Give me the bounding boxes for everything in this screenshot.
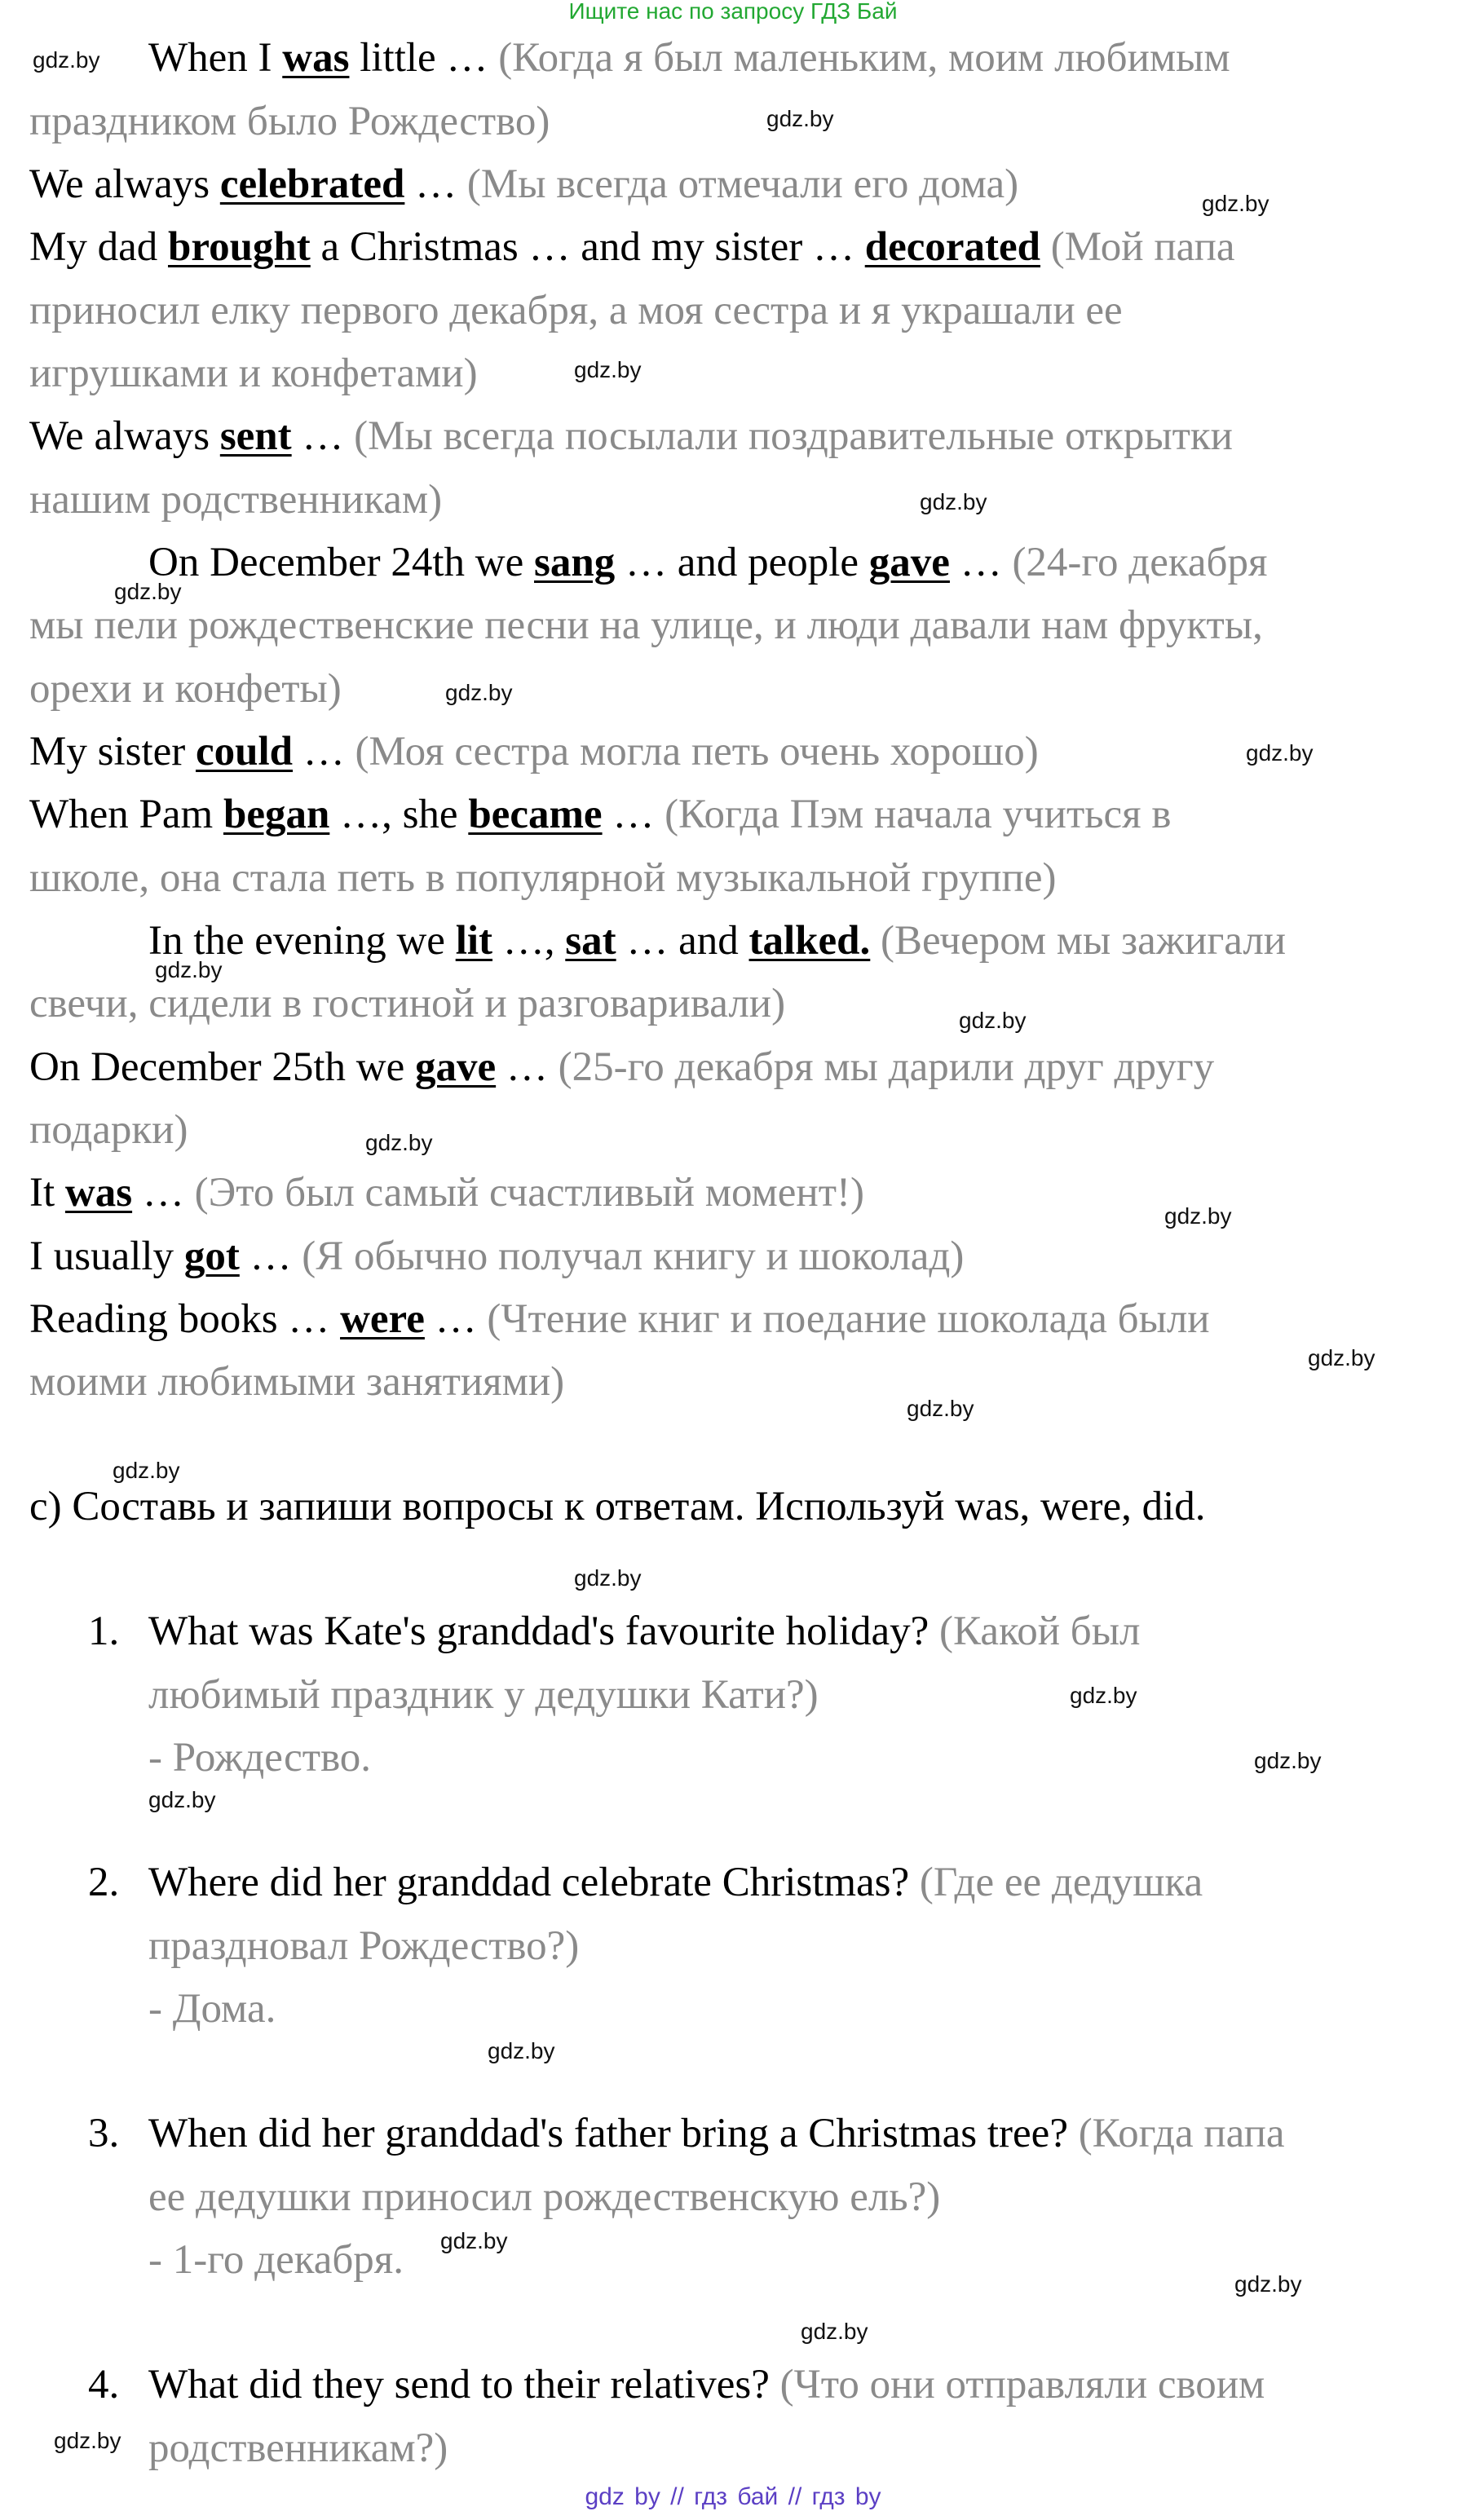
- watermark: gdz.by: [959, 1008, 1027, 1033]
- text-en: … and: [616, 918, 749, 964]
- translation: мы пели рождественские песни на улице, и люди давали нам фрукты,: [29, 602, 1263, 648]
- text-en: …: [293, 729, 355, 775]
- translation: ее дедушки приносил рождественскую ель?): [148, 2174, 941, 2220]
- translation: игрушками и конфетами): [29, 351, 478, 396]
- text-en: I usually: [29, 1234, 184, 1279]
- translation: праздником было Рождество): [29, 99, 550, 144]
- answer: - Дома.: [148, 1986, 276, 2032]
- watermark: gdz.by: [148, 1787, 216, 1812]
- question-en: What was Kate's granddad's favourite holiday?: [148, 1609, 940, 1654]
- text-line: [29, 1357, 564, 1407]
- text-en: little …: [349, 35, 499, 81]
- watermark: gdz.by: [920, 489, 987, 514]
- question-line: [148, 1606, 1140, 1657]
- translation: (Где ее дедушка: [919, 1860, 1203, 1905]
- text-line: [29, 789, 1171, 840]
- keyword: could: [196, 729, 294, 775]
- question-line: [148, 1670, 819, 1720]
- text-en: …: [949, 540, 1013, 585]
- text-line: [29, 411, 1233, 461]
- watermark: gdz.by: [365, 1130, 433, 1155]
- text-en: When Pam: [29, 792, 223, 837]
- text-en: …: [424, 1296, 488, 1342]
- watermark: gdz.by: [54, 2428, 121, 2453]
- text-line: [29, 1105, 188, 1155]
- text-line: [29, 96, 550, 147]
- text-line: [29, 474, 442, 525]
- text-line: [29, 1042, 1214, 1092]
- watermark: gdz.by: [574, 1565, 642, 1591]
- watermark: gdz.by: [766, 106, 834, 131]
- keyword: sat: [565, 918, 616, 964]
- translation: (Когда я был маленьким, моим любимым: [498, 35, 1230, 81]
- watermark: gdz.by: [155, 957, 223, 982]
- answer-line: [148, 2235, 404, 2285]
- translation: (Это был самый счастливый момент!): [194, 1170, 864, 1216]
- question-line: [148, 1921, 579, 1971]
- top-search-banner: Ищите нас по запросу ГДЗ Бай: [568, 0, 898, 24]
- text-line: [29, 600, 1263, 651]
- text-line: [29, 978, 785, 1029]
- translation: (Когда Пэм начала учиться в: [665, 792, 1172, 837]
- section-heading: c) Составь и запиши вопросы к ответам. Используй was, were, did.: [29, 1484, 1206, 1529]
- text-en: It: [29, 1170, 65, 1216]
- translation: (Моя сестра могла петь очень хорошо): [355, 729, 1039, 775]
- watermark: gdz.by: [1308, 1345, 1375, 1370]
- text-line: [29, 853, 1056, 903]
- question-line: [148, 2108, 1285, 2159]
- text-line: [148, 33, 1230, 83]
- text-en: …,: [492, 918, 566, 964]
- watermark: gdz.by: [113, 1458, 180, 1483]
- text-en: …: [239, 1234, 302, 1279]
- keyword: was: [64, 1170, 133, 1216]
- keyword: got: [183, 1234, 240, 1279]
- translation: (Вечером мы зажигали: [870, 918, 1287, 964]
- translation: свечи, сидели в гостиной и разговаривали): [29, 981, 786, 1026]
- text-line: [29, 726, 1039, 777]
- translation: (Чтение книг и поедание шоколада были: [487, 1296, 1210, 1342]
- text-line: [29, 285, 1123, 336]
- translation: приносил елку первого декабря, а моя сестра и я украшали ее: [29, 288, 1123, 333]
- answer: - Рождество.: [148, 1735, 372, 1781]
- watermark: gdz.by: [440, 2228, 508, 2253]
- text-en: My dad: [29, 224, 168, 270]
- watermark: gdz.by: [907, 1396, 974, 1421]
- watermark: gdz.by: [1070, 1683, 1137, 1708]
- text-line: [29, 222, 1235, 272]
- keyword: talked.: [748, 918, 871, 964]
- question-number: 3.: [88, 2111, 120, 2156]
- text-en: We always: [29, 161, 220, 207]
- watermark: gdz.by: [114, 579, 182, 604]
- watermark: gdz.by: [488, 2038, 555, 2063]
- text-line: [148, 537, 1267, 588]
- text-line: [29, 1231, 964, 1282]
- text-en: …: [602, 792, 665, 837]
- translation: (Я обычно получал книгу и шоколад): [302, 1234, 965, 1279]
- keyword: brought: [167, 224, 311, 270]
- bottom-footer-banner: gdz by // гдз бай // гдз by: [585, 2483, 881, 2510]
- text-en: Reading books …: [29, 1296, 341, 1342]
- watermark: gdz.by: [1164, 1203, 1232, 1229]
- translation: нашим родственникам): [29, 477, 443, 523]
- keyword: gave: [415, 1044, 497, 1090]
- answer-line: [148, 1732, 371, 1783]
- text-en: In the evening we: [148, 918, 456, 964]
- text-en: …: [496, 1044, 559, 1090]
- translation: моими любимыми занятиями): [29, 1359, 565, 1405]
- question-number: 2.: [88, 1860, 120, 1905]
- keyword: became: [468, 792, 603, 837]
- keyword: gave: [868, 540, 950, 585]
- question-en: Where did her granddad celebrate Christmas?: [148, 1860, 920, 1905]
- answer: - 1-го декабря.: [148, 2237, 404, 2283]
- question-line: [148, 2359, 1265, 2410]
- watermark: gdz.by: [801, 2319, 868, 2344]
- keyword: sent: [219, 413, 292, 459]
- watermark: gdz.by: [445, 680, 513, 705]
- text-en: a Christmas … and my sister …: [310, 224, 865, 270]
- text-line: [29, 664, 342, 714]
- text-en: …, she: [329, 792, 469, 837]
- text-en: … and people: [615, 540, 869, 585]
- translation: (Мы всегда посылали поздравительные открытки: [354, 413, 1233, 459]
- text-line: [29, 1294, 1210, 1344]
- watermark: gdz.by: [33, 47, 100, 73]
- question-number: 1.: [88, 1609, 120, 1654]
- text-en: My sister: [29, 729, 196, 775]
- watermark: gdz.by: [1246, 740, 1314, 766]
- keyword: was: [282, 35, 350, 81]
- text-en: …: [132, 1170, 195, 1216]
- keyword: lit: [455, 918, 493, 964]
- translation: орехи и конфеты): [29, 666, 342, 712]
- watermark: gdz.by: [1202, 191, 1270, 216]
- question-en: What did they send to their relatives?: [148, 2362, 780, 2407]
- text-line: [29, 1167, 864, 1218]
- translation: (Когда папа: [1078, 2111, 1285, 2156]
- question-en: When did her granddad's father bring a Christmas tree?: [148, 2111, 1079, 2156]
- translation: (Мы всегда отмечали его дома): [466, 161, 1019, 207]
- translation: подарки): [29, 1107, 188, 1153]
- text-en: When I: [148, 35, 283, 81]
- keyword: were: [340, 1296, 425, 1342]
- keyword: celebrated: [219, 161, 405, 207]
- keyword: began: [223, 792, 330, 837]
- text-en: We always: [29, 413, 220, 459]
- keyword: decorated: [864, 224, 1040, 270]
- translation: (25-го декабря мы дарили друг другу: [558, 1044, 1215, 1090]
- text-line: [29, 159, 1018, 210]
- answer-line: [148, 1984, 276, 2034]
- watermark: gdz.by: [1254, 1748, 1322, 1773]
- translation: (24-го декабря: [1012, 540, 1268, 585]
- question-line: [148, 2423, 448, 2474]
- text-line: [29, 348, 478, 399]
- translation: (Что они отправляли своим: [779, 2362, 1265, 2407]
- translation: (Какой был: [939, 1609, 1141, 1654]
- translation: родственникам?): [148, 2425, 448, 2471]
- question-line: [148, 1857, 1203, 1908]
- question-line: [148, 2172, 940, 2222]
- translation: праздновал Рождество?): [148, 1923, 580, 1969]
- watermark: gdz.by: [1234, 2271, 1302, 2297]
- translation: любимый праздник у дедушки Кати?): [148, 1672, 819, 1718]
- translation: (Мой папа: [1040, 224, 1235, 270]
- watermark: gdz.by: [574, 357, 642, 382]
- text-line: [148, 916, 1286, 966]
- text-en: …: [291, 413, 355, 459]
- translation: школе, она стала петь в популярной музыкальной группе): [29, 855, 1057, 901]
- keyword: sang: [534, 540, 616, 585]
- text-en: …: [404, 161, 467, 207]
- text-en: On December 25th we: [29, 1044, 415, 1090]
- question-number: 4.: [88, 2362, 120, 2407]
- text-en: On December 24th we: [148, 540, 534, 585]
